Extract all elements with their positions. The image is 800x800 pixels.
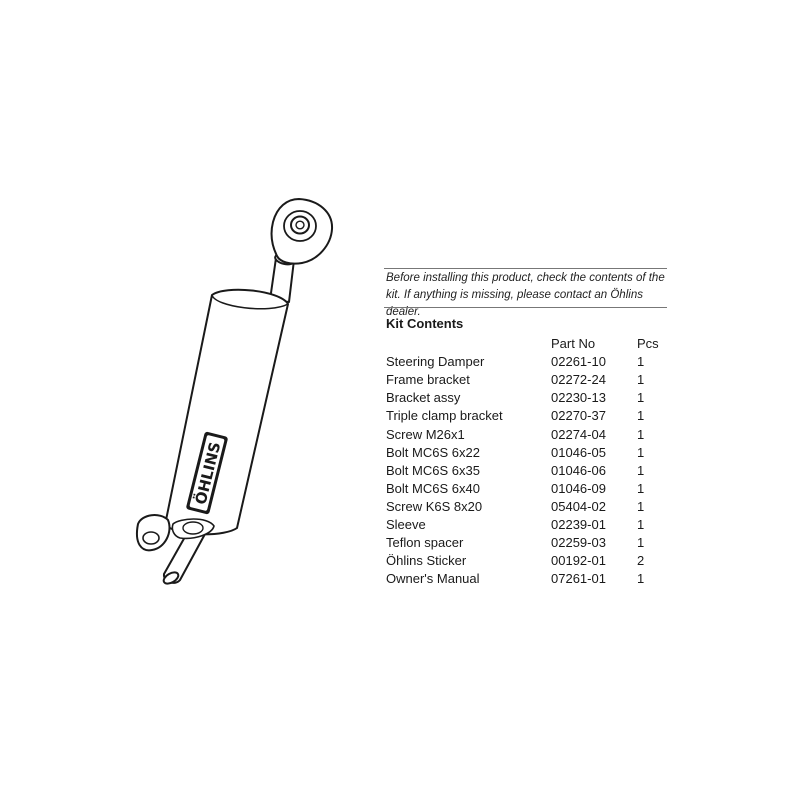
table-row <box>386 480 677 498</box>
header-part-no: Part No <box>551 336 596 352</box>
item-name: Sleeve <box>386 516 426 532</box>
item-pcs: 1 <box>637 444 645 460</box>
header-pcs: Pcs <box>637 336 659 352</box>
item-part-no: 02270-37 <box>551 408 606 424</box>
item-pcs: 1 <box>637 462 645 478</box>
table-row <box>386 371 677 389</box>
item-pcs: 1 <box>637 516 645 532</box>
table-row <box>386 570 677 588</box>
damper-body <box>165 290 288 535</box>
item-name: Frame bracket <box>386 372 470 388</box>
note-top-rule <box>384 268 667 269</box>
item-part-no: 05404-02 <box>551 498 606 514</box>
item-name: Triple clamp bracket <box>386 408 503 424</box>
item-part-no: 01046-06 <box>551 462 606 478</box>
table-row <box>386 444 677 462</box>
note-bottom-rule <box>384 307 667 308</box>
item-pcs: 1 <box>637 426 645 442</box>
item-name: Owner's Manual <box>386 571 480 587</box>
item-part-no: 02239-01 <box>551 516 606 532</box>
item-pcs: 1 <box>637 535 645 551</box>
table-row <box>386 498 677 516</box>
item-part-no: 01046-05 <box>551 444 606 460</box>
item-pcs: 1 <box>637 354 645 370</box>
item-part-no: 07261-01 <box>551 571 606 587</box>
item-pcs: 1 <box>637 498 645 514</box>
item-name: Öhlins Sticker <box>386 553 467 569</box>
item-pcs: 1 <box>637 390 645 406</box>
item-name: Screw M26x1 <box>386 426 465 442</box>
item-part-no: 01046-09 <box>551 480 606 496</box>
kit-contents-table <box>386 335 677 588</box>
table-row <box>386 389 677 407</box>
item-part-no: 02274-04 <box>551 426 606 442</box>
item-name: Bolt MC6S 6x35 <box>386 462 480 478</box>
table-row <box>386 407 677 425</box>
item-name: Steering Damper <box>386 354 485 370</box>
item-pcs: 1 <box>637 408 645 424</box>
item-name: Bolt MC6S 6x40 <box>386 480 480 496</box>
item-pcs: 1 <box>637 480 645 496</box>
item-pcs: 1 <box>637 571 645 587</box>
steering-damper-illustration <box>120 195 350 605</box>
table-row <box>386 516 677 534</box>
kit-contents-title: Kit Contents <box>386 316 464 331</box>
item-name: Bracket assy <box>386 390 461 406</box>
table-row <box>386 552 677 570</box>
header-name <box>386 335 551 353</box>
item-part-no: 00192-01 <box>551 553 606 569</box>
item-name: Teflon spacer <box>386 535 464 551</box>
table-header-row <box>386 335 677 353</box>
svg-text:ÖHLINS: ÖHLINS <box>191 440 225 507</box>
table-row <box>386 534 677 552</box>
item-name: Screw K6S 8x20 <box>386 498 483 514</box>
table-row <box>386 353 677 371</box>
item-part-no: 02261-10 <box>551 354 606 370</box>
item-part-no: 02259-03 <box>551 535 606 551</box>
item-pcs: 1 <box>637 372 645 388</box>
intro-note: Before installing this product, check the contents of the kit. If anything is missing, please contact an Öhlins dealer. <box>386 272 665 318</box>
item-pcs: 2 <box>637 553 645 569</box>
item-name: Bolt MC6S 6x22 <box>386 444 480 460</box>
item-part-no: 02230-13 <box>551 390 606 406</box>
table-row <box>386 425 677 443</box>
item-part-no: 02272-24 <box>551 372 606 388</box>
table-row <box>386 462 677 480</box>
